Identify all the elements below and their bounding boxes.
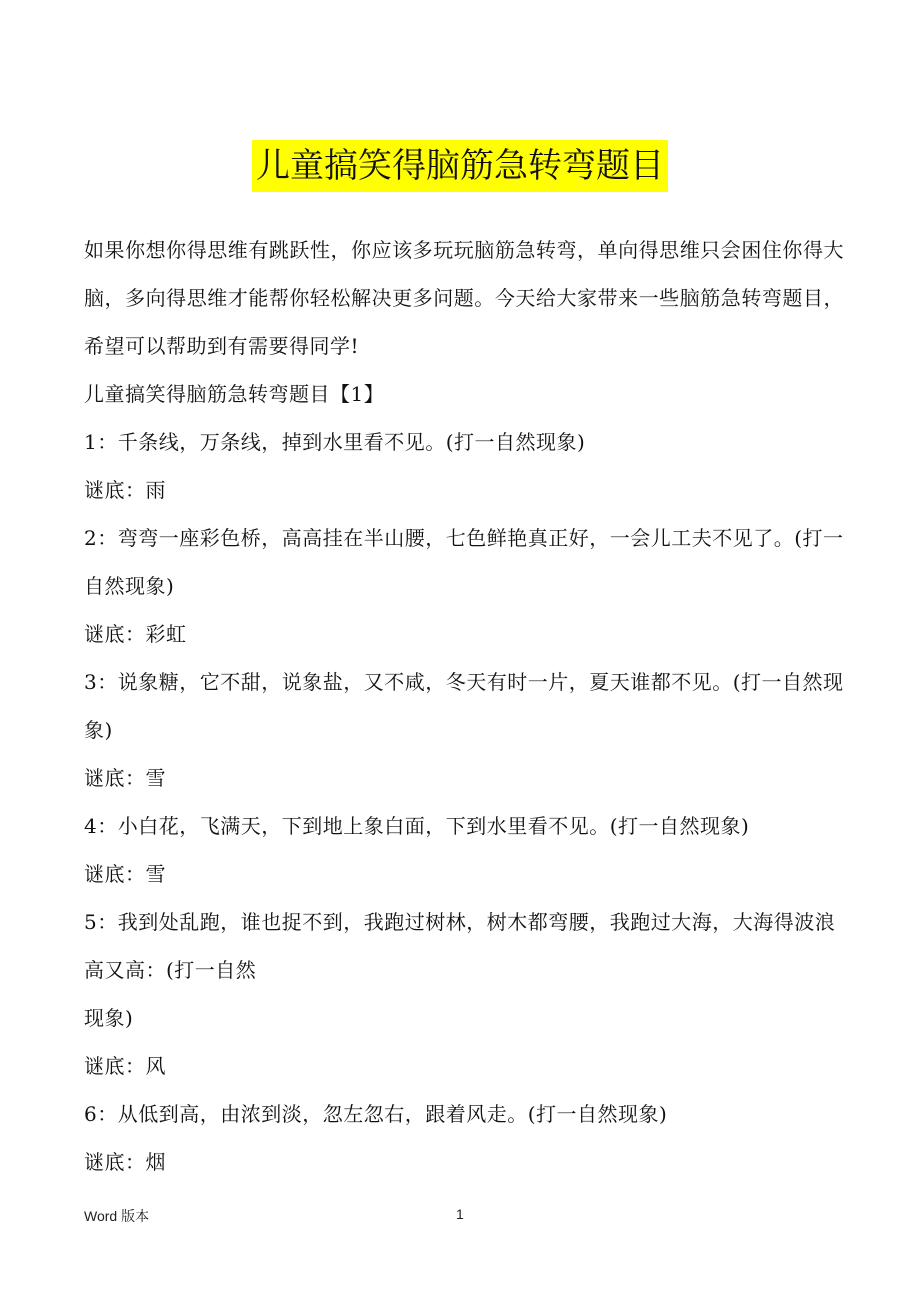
- riddle-question: 6：从低到高，由浓到淡，忽左忽右，跟着风走。(打一自然现象): [84, 1102, 668, 1126]
- riddle-answer: 谜底：雨: [84, 478, 166, 502]
- footer-version-label: Word 版本: [84, 1208, 150, 1224]
- riddle-answer: 谜底：烟: [84, 1150, 166, 1174]
- riddle-question: 1：千条线，万条线，掉到水里看不见。(打一自然现象): [84, 430, 586, 454]
- riddle-answer: 谜底：雪: [84, 862, 166, 886]
- riddle-answer: 谜底：雪: [84, 766, 166, 790]
- intro-paragraph: 如果你想你得思维有跳跃性，你应该多玩玩脑筋急转弯，单向得思维只会困住你得大脑，多向得思维才能帮你轻松解决更多问题。今天给大家带来一些脑筋急转弯题目，希望可以帮助到有需要得同学!: [84, 238, 844, 358]
- riddle-answer: 谜底：风: [84, 1054, 166, 1078]
- riddle-question: 5：我到处乱跑，谁也捉不到，我跑过树林，树木都弯腰，我跑过大海，大海得波浪高又高：(打一自然: [84, 910, 836, 982]
- document-title: 儿童搞笑得脑筋急转弯题目: [252, 140, 668, 192]
- riddle-question: 3：说象糖，它不甜，说象盐，又不咸，冬天有时一片，夏天谁都不见。(打一自然现象): [84, 670, 844, 742]
- page-number: 1: [456, 1206, 464, 1222]
- riddle-question: 2：弯弯一座彩色桥，高高挂在半山腰，七色鲜艳真正好，一会儿工夫不见了。(打一自然现象): [84, 526, 844, 598]
- title-container: [0, 140, 920, 192]
- document-body: [84, 226, 844, 1186]
- section-heading: 儿童搞笑得脑筋急转弯题目【1】: [84, 382, 385, 406]
- riddle-answer: 谜底：彩虹: [84, 622, 187, 646]
- riddle-question-continuation: 现象): [84, 1006, 134, 1030]
- riddle-question: 4：小白花，飞满天，下到地上象白面，下到水里看不见。(打一自然现象): [84, 814, 750, 838]
